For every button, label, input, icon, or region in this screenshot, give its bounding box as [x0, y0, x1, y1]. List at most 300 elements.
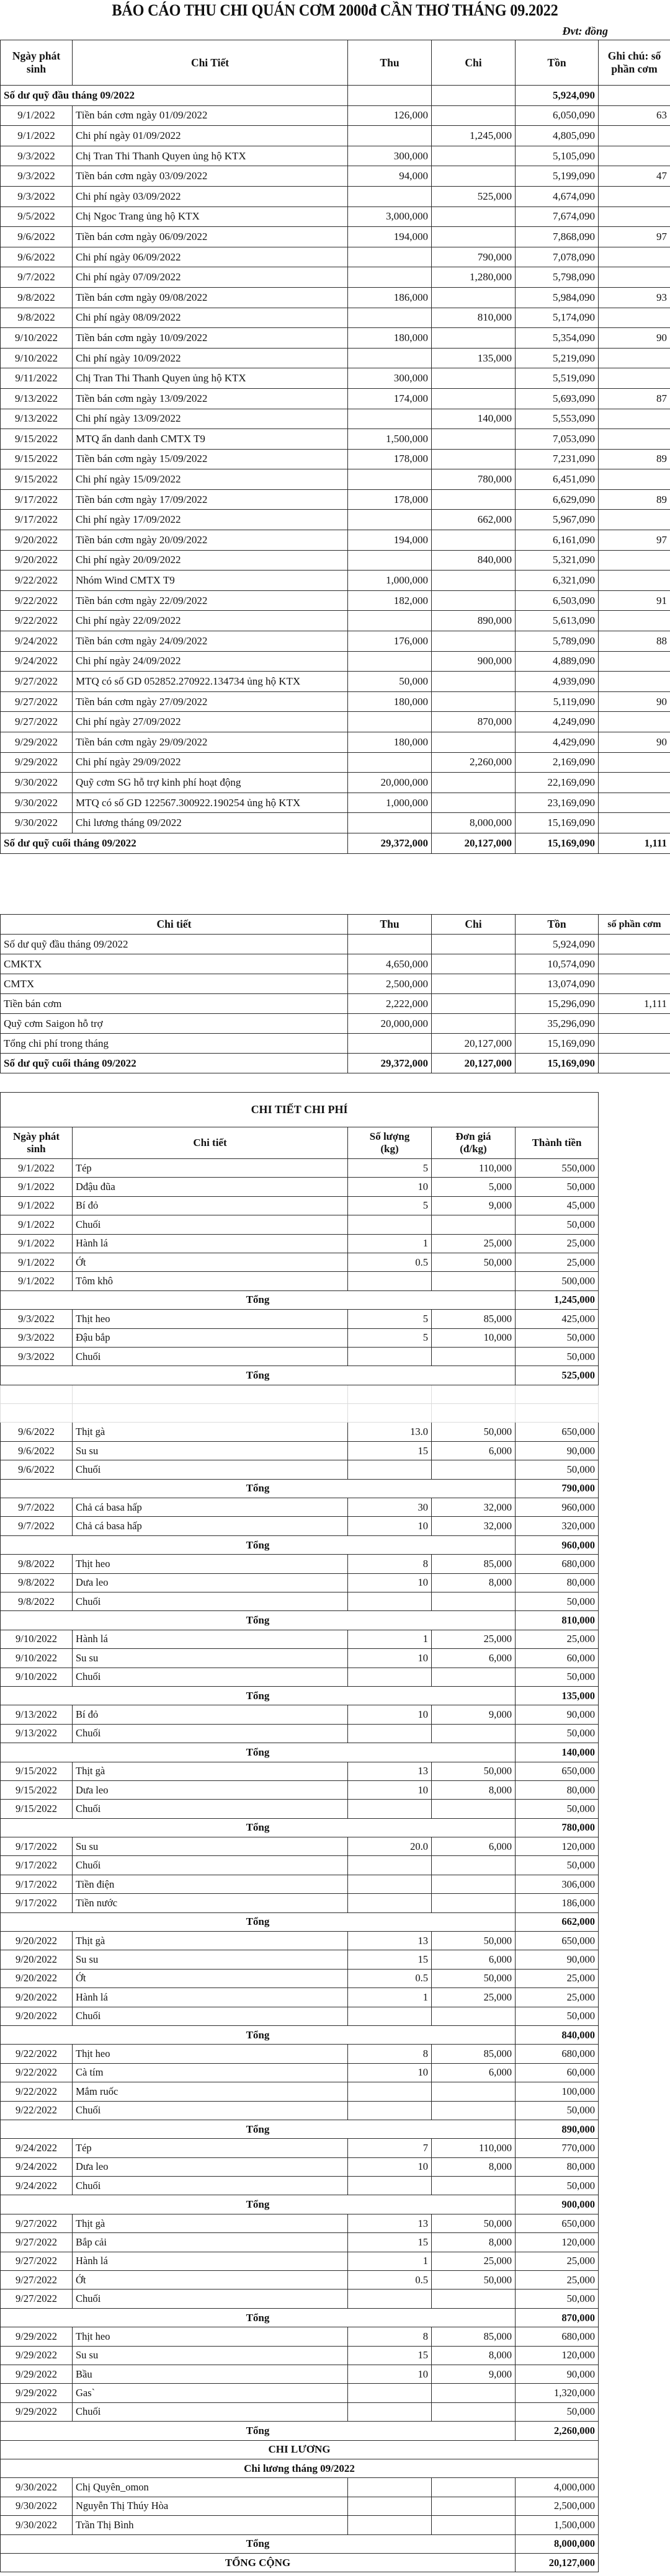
- group-total-label: Tổng: [1, 1611, 516, 1630]
- ledger-chi: [432, 146, 516, 166]
- expense-group-total-row: [1, 2308, 599, 2327]
- expense-amount: 50,000: [516, 1592, 599, 1610]
- ledger-detail: Tiền bán cơm ngày 10/09/2022: [73, 328, 348, 349]
- expense-amount: 90,000: [516, 1950, 599, 1969]
- ledger-thu: 178,000: [348, 489, 432, 510]
- expense-price: [432, 2082, 516, 2101]
- expense-item: Bí đỏ: [73, 1196, 348, 1215]
- expense-row: [1, 1460, 599, 1479]
- expense-row: [1, 1517, 599, 1535]
- ledger-note: 88: [599, 631, 670, 652]
- expense-price: 32,000: [432, 1517, 516, 1535]
- expense-date: 9/22/2022: [1, 2101, 73, 2120]
- expense-header-amount: Thành tiền: [516, 1127, 599, 1159]
- summary-ton: 15,169,090: [516, 1034, 599, 1054]
- expense-item: Chuối: [73, 2101, 348, 2120]
- ledger-date: 9/24/2022: [1, 651, 73, 672]
- expense-amount: 60,000: [516, 2063, 599, 2082]
- ledger-note: [599, 571, 670, 591]
- expense-row: [1, 1347, 599, 1366]
- ledger-detail: Chi phí ngày 27/09/2022: [73, 712, 348, 732]
- ledger-note: [599, 348, 670, 368]
- ledger-chi: 1,280,000: [432, 267, 516, 288]
- ledger-date: 9/17/2022: [1, 489, 73, 510]
- ledger-detail: Chi phí ngày 03/09/2022: [73, 186, 348, 207]
- ledger-thu: 186,000: [348, 287, 432, 308]
- expense-item: Chuối: [73, 2007, 348, 2025]
- expense-item: Dđậu đũa: [73, 1178, 348, 1196]
- ledger-row: [1, 368, 670, 389]
- expense-date: 9/22/2022: [1, 2082, 73, 2101]
- expense-date: 9/17/2022: [1, 1894, 73, 1912]
- ledger-chi: [432, 489, 516, 510]
- expense-date: 9/29/2022: [1, 2402, 73, 2421]
- header-chi: Chi: [432, 40, 516, 86]
- ledger-detail: Chi phí ngày 10/09/2022: [73, 348, 348, 368]
- expense-price: 32,000: [432, 1498, 516, 1517]
- expense-amount: 960,000: [516, 1498, 599, 1517]
- expense-price: 9,000: [432, 2365, 516, 2384]
- expense-price: [432, 1215, 516, 1234]
- ledger-thu: 194,000: [348, 530, 432, 551]
- expense-row: [1, 2157, 599, 2176]
- expense-price: 10,000: [432, 1328, 516, 1347]
- ledger-detail: Chi phí ngày 24/09/2022: [73, 651, 348, 672]
- expense-price: [432, 1894, 516, 1912]
- expense-item: Chuối: [73, 2402, 348, 2421]
- ledger-date: 9/8/2022: [1, 287, 73, 308]
- expense-price: 6,000: [432, 1950, 516, 1969]
- ledger-row: [1, 166, 670, 187]
- expense-price: [432, 2290, 516, 2308]
- expense-price: [432, 2402, 516, 2421]
- expense-date: 9/27/2022: [1, 2214, 73, 2232]
- ledger-row: [1, 813, 670, 833]
- expense-date: 9/15/2022: [1, 1762, 73, 1780]
- expense-price: 50,000: [432, 1932, 516, 1950]
- ledger-row: [1, 308, 670, 328]
- expense-item: Thịt heo: [73, 1555, 348, 1573]
- ledger-row: [1, 672, 670, 692]
- blank-cell: [348, 1404, 432, 1423]
- ledger-ton: 4,674,090: [516, 186, 599, 207]
- group-total-amount: 140,000: [516, 1743, 599, 1762]
- expense-date: 9/30/2022: [1, 2478, 73, 2497]
- expense-price: 25,000: [432, 1234, 516, 1253]
- expense-qty: [348, 1460, 432, 1479]
- ledger-note: [599, 469, 670, 490]
- ledger-thu: [348, 510, 432, 530]
- summary-row: [1, 974, 670, 994]
- summary-closing-thu: 29,372,000: [348, 1054, 432, 1073]
- expense-price: [432, 2384, 516, 2402]
- header-date: Ngày phát sinh: [1, 40, 73, 86]
- ledger-note: 89: [599, 489, 670, 510]
- ledger-chi: 140,000: [432, 409, 516, 429]
- ledger-thu: 50,000: [348, 672, 432, 692]
- expense-row: [1, 1630, 599, 1648]
- expense-row: [1, 1780, 599, 1799]
- expense-qty: [348, 2290, 432, 2308]
- ledger-thu: 194,000: [348, 227, 432, 247]
- group-total-label: Tổng: [1, 1366, 516, 1385]
- grand-total-label: TỔNG CỘNG: [1, 2553, 516, 2572]
- summary-thu: [348, 935, 432, 954]
- ledger-ton: 6,161,090: [516, 530, 599, 551]
- ledger-date: 9/22/2022: [1, 611, 73, 631]
- ledger-ton: 5,798,090: [516, 267, 599, 288]
- blank-cell: [432, 1404, 516, 1423]
- ledger-note: [599, 550, 670, 571]
- expense-table-title: CHI TIẾT CHI PHÍ: [1, 1093, 599, 1127]
- group-total-label: Tổng: [1, 2025, 516, 2044]
- expense-amount: 50,000: [516, 1800, 599, 1818]
- expense-price: [432, 2516, 516, 2534]
- ledger-date: 9/29/2022: [1, 732, 73, 753]
- expense-amount: 90,000: [516, 2365, 599, 2384]
- ledger-detail: Chi phí ngày 13/09/2022: [73, 409, 348, 429]
- expense-row: [1, 2082, 599, 2101]
- expense-qty: 13: [348, 1762, 432, 1780]
- expense-price: 85,000: [432, 1555, 516, 1573]
- expense-item: Chuối: [73, 1215, 348, 1234]
- ledger-chi: 8,000,000: [432, 813, 516, 833]
- ledger-thu: 1,000,000: [348, 571, 432, 591]
- ledger-date: 9/30/2022: [1, 773, 73, 793]
- expense-price: 8,000: [432, 1780, 516, 1799]
- ledger-date: 9/10/2022: [1, 348, 73, 368]
- ledger-detail: Tiền bán cơm ngày 22/09/2022: [73, 590, 348, 611]
- expense-amount: 50,000: [516, 1347, 599, 1366]
- expense-qty: 8: [348, 1555, 432, 1573]
- ledger-detail: MTQ có số GD 122567.300922.190254 ủng hộ KTX: [73, 793, 348, 813]
- ledger-row: [1, 611, 670, 631]
- ledger-ton: 7,868,090: [516, 227, 599, 247]
- expense-row: [1, 1253, 599, 1271]
- expense-header-qty: Số lượng (kg): [348, 1127, 432, 1159]
- expense-qty: 10: [348, 2365, 432, 2384]
- ledger-date: 9/15/2022: [1, 469, 73, 490]
- group-total-label: Tổng: [1, 1686, 516, 1705]
- ledger-chi: [432, 773, 516, 793]
- ledger-note: 93: [599, 287, 670, 308]
- ledger-date: 9/13/2022: [1, 409, 73, 429]
- ledger-thu: 300,000: [348, 146, 432, 166]
- expense-item: Hành lá: [73, 1630, 348, 1648]
- expense-date: 9/8/2022: [1, 1555, 73, 1573]
- expense-qty: 1: [348, 1234, 432, 1253]
- expense-row: [1, 1724, 599, 1743]
- ledger-note: 97: [599, 530, 670, 551]
- expense-row: [1, 1215, 599, 1234]
- expense-amount: 650,000: [516, 2214, 599, 2232]
- expense-item: Su su: [73, 1649, 348, 1668]
- ledger-chi: [432, 793, 516, 813]
- expense-qty: 15: [348, 2346, 432, 2365]
- expense-amount: 680,000: [516, 2045, 599, 2063]
- ledger-detail: Tiền bán cơm ngày 01/09/2022: [73, 105, 348, 126]
- expense-amount: 120,000: [516, 1837, 599, 1856]
- opening-balance-row: [1, 86, 670, 106]
- expense-row: [1, 1762, 599, 1780]
- ledger-ton: 5,613,090: [516, 611, 599, 631]
- expense-date: 9/27/2022: [1, 2233, 73, 2252]
- expense-item: Chuối: [73, 1347, 348, 1366]
- ledger-row: [1, 489, 670, 510]
- ledger-note: 90: [599, 691, 670, 712]
- ledger-row: [1, 429, 670, 450]
- summary-row: [1, 994, 670, 1014]
- expense-row: [1, 2063, 599, 2082]
- group-total-amount: 662,000: [516, 1912, 599, 1931]
- ledger-date: 9/13/2022: [1, 388, 73, 409]
- ledger-detail: Chị Tran Thi Thanh Quyen ủng hộ KTX: [73, 368, 348, 389]
- expense-row: [1, 2384, 599, 2402]
- ledger-note: 97: [599, 227, 670, 247]
- expense-row: [1, 2271, 599, 2290]
- ledger-thu: [348, 550, 432, 571]
- ledger-thu: [348, 469, 432, 490]
- expense-qty: 20.0: [348, 1837, 432, 1856]
- ledger-date: 9/15/2022: [1, 429, 73, 450]
- ledger-row: [1, 469, 670, 490]
- ledger-chi: [432, 530, 516, 551]
- ledger-chi: [432, 571, 516, 591]
- ledger-chi: [432, 328, 516, 349]
- ledger-chi: [432, 691, 516, 712]
- ledger-row: [1, 712, 670, 732]
- summary-ton: 5,924,090: [516, 935, 599, 954]
- group-total-label: Tổng: [1, 2534, 516, 2553]
- expense-price: [432, 1724, 516, 1743]
- group-total-amount: 8,000,000: [516, 2534, 599, 2553]
- expense-date: 9/27/2022: [1, 2271, 73, 2290]
- expense-qty: 5: [348, 1328, 432, 1347]
- summary-thu: 20,000,000: [348, 1014, 432, 1034]
- ledger-row: [1, 530, 670, 551]
- ledger-note: [599, 247, 670, 267]
- ledger-thu: [348, 813, 432, 833]
- ledger-chi: 890,000: [432, 611, 516, 631]
- expense-qty: [348, 2478, 432, 2497]
- expense-qty: 10: [348, 1517, 432, 1535]
- expense-amount: 50,000: [516, 1724, 599, 1743]
- ledger-thu: 178,000: [348, 449, 432, 469]
- expense-item: Chuối: [73, 2290, 348, 2308]
- opening-balance-label: Số dư quỹ đầu tháng 09/2022: [1, 86, 348, 106]
- expense-row: [1, 1649, 599, 1668]
- expense-date: 9/29/2022: [1, 2384, 73, 2402]
- expense-qty: 15: [348, 1950, 432, 1969]
- ledger-detail: Chi phí ngày 29/09/2022: [73, 752, 348, 773]
- expense-item: Chuối: [73, 2177, 348, 2195]
- ledger-date: 9/6/2022: [1, 247, 73, 267]
- expense-row: [1, 1423, 599, 1441]
- expense-amount: 770,000: [516, 2139, 599, 2157]
- ledger-note: [599, 672, 670, 692]
- expense-group-total-row: [1, 1479, 599, 1498]
- ledger-detail: Chị Tran Thi Thanh Quyen ủng hộ KTX: [73, 146, 348, 166]
- expense-price: 85,000: [432, 1310, 516, 1328]
- summary-ton: 35,296,090: [516, 1014, 599, 1034]
- ledger-row: [1, 287, 670, 308]
- expense-price: [432, 1875, 516, 1893]
- expense-row: [1, 1969, 599, 1988]
- expense-amount: 500,000: [516, 1272, 599, 1290]
- ledger-ton: 4,249,090: [516, 712, 599, 732]
- expense-qty: [348, 1724, 432, 1743]
- expense-amount: 25,000: [516, 1630, 599, 1648]
- expense-row: [1, 2045, 599, 2063]
- expense-row: [1, 1894, 599, 1912]
- ledger-row: [1, 388, 670, 409]
- expense-amount: 50,000: [516, 1328, 599, 1347]
- expense-price: 110,000: [432, 1159, 516, 1178]
- ledger-note: [599, 712, 670, 732]
- ledger-detail: Tiền bán cơm ngày 09/08/2022: [73, 287, 348, 308]
- expense-qty: [348, 1800, 432, 1818]
- ledger-ton: 7,053,090: [516, 429, 599, 450]
- blank-row: [1, 1385, 599, 1403]
- ledger-chi: [432, 166, 516, 187]
- ledger-thu: 94,000: [348, 166, 432, 187]
- expense-qty: [348, 2384, 432, 2402]
- expense-date: 9/30/2022: [1, 2516, 73, 2534]
- ledger-row: [1, 207, 670, 227]
- summary-detail: CMTX: [1, 974, 348, 994]
- ledger-ton: 22,169,090: [516, 773, 599, 793]
- expense-date: 9/7/2022: [1, 1517, 73, 1535]
- expense-amount: 80,000: [516, 1780, 599, 1799]
- expense-price: 8,000: [432, 2233, 516, 2252]
- ledger-date: 9/20/2022: [1, 530, 73, 551]
- expense-item: Ớt: [73, 1253, 348, 1271]
- expense-qty: 10: [348, 1705, 432, 1724]
- ledger-table: [0, 40, 670, 854]
- expense-item: Bắp cải: [73, 2233, 348, 2252]
- expense-item: Cà tím: [73, 2063, 348, 2082]
- summary-closing-note: [599, 1054, 670, 1073]
- expense-date: 9/20/2022: [1, 1969, 73, 1988]
- expense-date: 9/20/2022: [1, 1988, 73, 2007]
- closing-note: 1,111: [599, 833, 670, 853]
- expense-price: [432, 1668, 516, 1686]
- ledger-chi: [432, 227, 516, 247]
- group-total-label: Tổng: [1, 2422, 516, 2440]
- ledger-note: 47: [599, 166, 670, 187]
- ledger-note: [599, 409, 670, 429]
- expense-row: [1, 1178, 599, 1196]
- salary-total-row: [1, 2534, 599, 2553]
- blank-cell: [516, 1404, 599, 1423]
- ledger-chi: [432, 732, 516, 753]
- ledger-date: 9/24/2022: [1, 631, 73, 652]
- summary-thu: 2,500,000: [348, 974, 432, 994]
- summary-header-detail: Chi tiết: [1, 915, 348, 935]
- expense-qty: [348, 1875, 432, 1893]
- expense-item: Thịt gà: [73, 1932, 348, 1950]
- expense-date: 9/13/2022: [1, 1705, 73, 1724]
- group-total-amount: 960,000: [516, 1535, 599, 1554]
- ledger-thu: 300,000: [348, 368, 432, 389]
- expense-date: 9/1/2022: [1, 1272, 73, 1290]
- ledger-date: 9/1/2022: [1, 105, 73, 126]
- expense-title-row: [1, 1093, 599, 1127]
- expense-price: [432, 1800, 516, 1818]
- header-thu: Thu: [348, 40, 432, 86]
- expense-group-total-row: [1, 1743, 599, 1762]
- ledger-date: 9/22/2022: [1, 571, 73, 591]
- ledger-thu: [348, 126, 432, 146]
- ledger-note: 90: [599, 732, 670, 753]
- ledger-note: [599, 429, 670, 450]
- expense-amount: 2,500,000: [516, 2497, 599, 2515]
- group-total-amount: 780,000: [516, 1818, 599, 1837]
- ledger-thu: [348, 712, 432, 732]
- ledger-detail: Tiền bán cơm ngày 13/09/2022: [73, 388, 348, 409]
- ledger-chi: [432, 449, 516, 469]
- summary-note: 1,111: [599, 994, 670, 1014]
- expense-amount: 650,000: [516, 1423, 599, 1441]
- expense-amount: 80,000: [516, 1573, 599, 1592]
- ledger-ton: 23,169,090: [516, 793, 599, 813]
- expense-date: 9/10/2022: [1, 1630, 73, 1648]
- expense-amount: 50,000: [516, 2402, 599, 2421]
- summary-row: [1, 954, 670, 974]
- expense-date: 9/17/2022: [1, 1856, 73, 1875]
- ledger-note: [599, 186, 670, 207]
- ledger-date: 9/3/2022: [1, 186, 73, 207]
- expense-date: 9/15/2022: [1, 1780, 73, 1799]
- expense-price: 6,000: [432, 1441, 516, 1460]
- group-total-amount: 2,260,000: [516, 2422, 599, 2440]
- ledger-row: [1, 105, 670, 126]
- ledger-row: [1, 752, 670, 773]
- summary-detail: CMKTX: [1, 954, 348, 974]
- expense-group-total-row: [1, 2195, 599, 2214]
- expense-header-row: [1, 1127, 599, 1159]
- expense-item: Su su: [73, 1441, 348, 1460]
- expense-row: [1, 2177, 599, 2195]
- expense-amount: 680,000: [516, 1555, 599, 1573]
- expense-price: 25,000: [432, 2252, 516, 2270]
- expense-price: 50,000: [432, 1762, 516, 1780]
- expense-amount: 50,000: [516, 2290, 599, 2308]
- expense-amount: 25,000: [516, 1969, 599, 1988]
- expense-date: 9/10/2022: [1, 1649, 73, 1668]
- expense-row: [1, 2365, 599, 2384]
- summary-chi: [432, 974, 516, 994]
- ledger-date: 9/11/2022: [1, 368, 73, 389]
- ledger-note: 89: [599, 449, 670, 469]
- expense-item: Mắm ruốc: [73, 2082, 348, 2101]
- expense-item: Tép: [73, 1159, 348, 1178]
- ledger-ton: 6,050,090: [516, 105, 599, 126]
- summary-header-chi: Chi: [432, 915, 516, 935]
- expense-date: 9/3/2022: [1, 1328, 73, 1347]
- ledger-detail: Tiền bán cơm ngày 06/09/2022: [73, 227, 348, 247]
- ledger-detail: MTQ ẩn danh danh CMTX T9: [73, 429, 348, 450]
- ledger-chi: [432, 672, 516, 692]
- ledger-row: [1, 773, 670, 793]
- expense-date: 9/6/2022: [1, 1441, 73, 1460]
- expense-date: 9/15/2022: [1, 1800, 73, 1818]
- expense-amount: 4,000,000: [516, 2478, 599, 2497]
- ledger-thu: 1,500,000: [348, 429, 432, 450]
- blank-cell: [432, 1385, 516, 1403]
- expense-amount: 45,000: [516, 1196, 599, 1215]
- expense-row: [1, 1988, 599, 2007]
